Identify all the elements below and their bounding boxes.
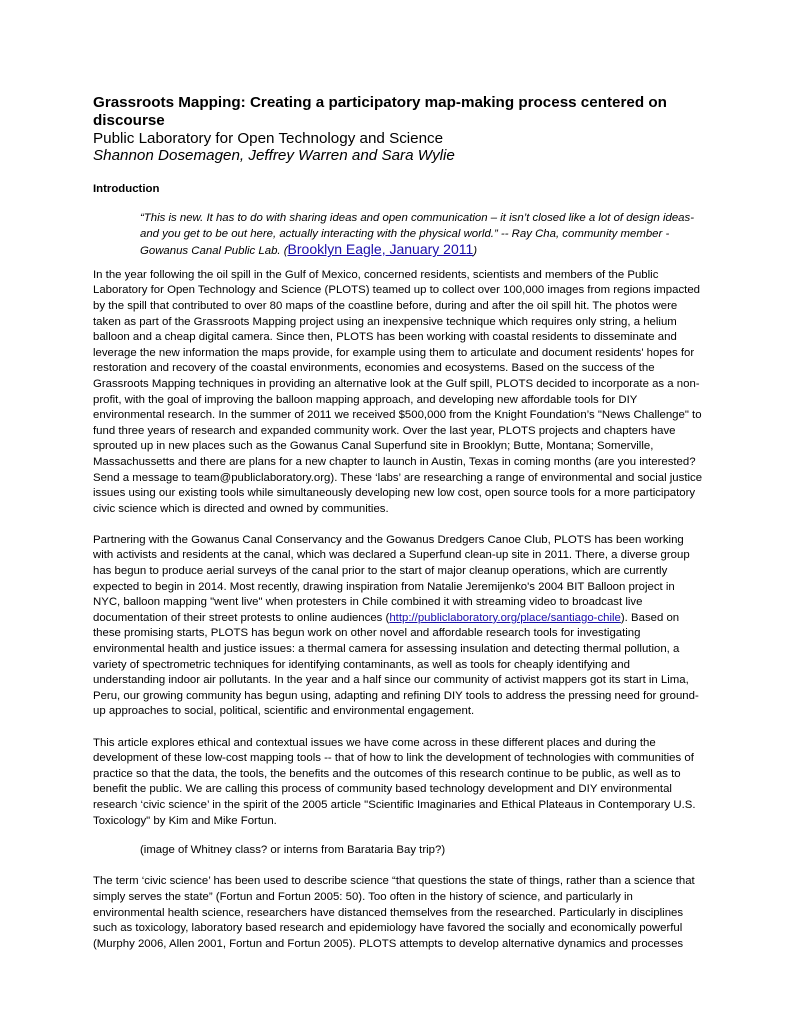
document-page <box>93 94 703 952</box>
paragraph-3: This article explores ethical and contextual issues we have come across in these different places and during the development of these low-cost mapping tools -- that of how to link the development of technologies with communities of practice so that the data, the tools, the benefits and the outcomes of this research continue to be public, as well as to benefit the public. We are calling this process of community based technology development and DIY environmental research ‘civic science’ in the spirit of the 2005 article "Scientific Imaginaries and Ethical Plateaus in Contemporary U.S. Toxicology" by Kim and Mike Fortun. <box>93 736 696 827</box>
paragraph-4: The term ‘civic science’ has been used to describe science “that questions the state of things, rather than a science that simply serves the state” (Fortun and Fortun 2005: 50). Too often in the history of science, and particularly in environmental health science, researchers have distanced themselves from the researched. Particularly in disciplines such as toxicology, laboratory based research and epidemiology have favored the socially and economically powerful (Murphy 2006, Allen 2001, Fortun and Fortun 2005). PLOTS attempts to develop alternative dynamics and processes <box>93 875 695 950</box>
image-placeholder-note: (image of Whitney class? or interns from Barataria Bay trip?) <box>140 844 446 857</box>
quote-close: ) <box>473 245 478 258</box>
paragraph-2-text-b: ). Based on these promising starts, PLOTS has begun work on other novel and affordable research tools for investigating environmental health and justice issues: a thermal camera for assessing insulation and detecting thermal pollution, a variety of spectrometric techniques for identifying contaminants, as well as tools for cheaply identifying and understanding indoor air pollutants. In the year and a half since our community of activist mappers got its start in Lima, Peru, our growing community has begun using, adapting and refining DIY tools to address the pressing need for ground-up approaches to social, political, scientific and environmental engagement. <box>93 611 699 718</box>
paragraph-1: In the year following the oil spill in the Gulf of Mexico, concerned residents, scientists and members of the Public Laboratory for Open Technology and Science (PLOTS) teamed up to collect over 100,000 images from regions impacted by the spill that contributed to over 80 maps of the coastline before, during and after the oil spill hit. The photos were taken as part of the Grassroots Mapping project using an inexpensive technique which requires only string, a helium balloon and a cheap digital camera. Since then, PLOTS has been working with coastal residents to disseminate and leverage the new information the maps provide, for example using them to articulate and document residents' hopes for restoration and recovery of the coastal environments, economies and ecosystems. Based on the success of the Grassroots Mapping techniques in providing an alternative look at the Gulf spill, PLOTS decided to incorporate as a non-profit, with the goal of improving the balloon mapping approach, and developing new affordable tools for DIY environmental research. In the summer of 2011 we received $500,000 from the Knight Foundation’s "News Challenge" to fund three years of research and expanded community work. Over the last year, PLOTS projects and chapters have sprouted up in new places such as the Gowanus Canal Superfund site in Brooklyn; Butte, Montana; Somerville, Massachussetts and there are plans for a new chapter to launch in Austin, Texas in coming months (are you interested? Send a message to team@publiclaboratory.org). These ‘labs’ are researching a range of environmental and social justice issues using our existing tools while simultaneously developing new low cost, open source tools for a more participatory civic science which is directed and owned by communities. <box>93 268 703 515</box>
epigraph-quote <box>140 211 700 260</box>
paragraph-2-text-a: Partnering with the Gowanus Canal Conservancy and the Gowanus Dredgers Canoe Club, PLOTS has been working with activists and residents at the canal, which was declared a Superfund clean-up site in 2011. There, a diverse group has begun to produce aerial surveys of the canal prior to the start of major cleanup operations, which are currently expected to begin in 2014. Most recently, drawing inspiration from Natalie Jeremijenko's 2004 BIT Balloon project in NYC, balloon mapping "went live" when protesters in Chile combined it with streaming video to broadcast live documentation of their street protests to online audiences ( <box>93 533 690 624</box>
brooklyn-eagle-link[interactable]: Brooklyn Eagle, January 2011 <box>287 241 474 258</box>
santiago-chile-link[interactable]: http://publiclaboratory.org/place/santiago-chile <box>389 611 621 624</box>
organization-subtitle: Public Laboratory for Open Technology and Science <box>93 130 444 147</box>
section-heading-introduction: Introduction <box>93 183 160 195</box>
paragraph-2 <box>93 533 703 720</box>
author-line: Shannon Dosemagen, Jeffrey Warren and Sara Wylie <box>93 147 455 164</box>
document-title: Grassroots Mapping: Creating a participatory map-making process centered on discourse <box>93 94 667 129</box>
quote-text: “This is new. It has to do with sharing ideas and open communication – it isn’t closed like a lot of design ideas- and you get to be out here, actually interacting with the physical world.” -- Ray Cha, community member - Gowanus Canal Public Lab. ( <box>140 212 695 258</box>
